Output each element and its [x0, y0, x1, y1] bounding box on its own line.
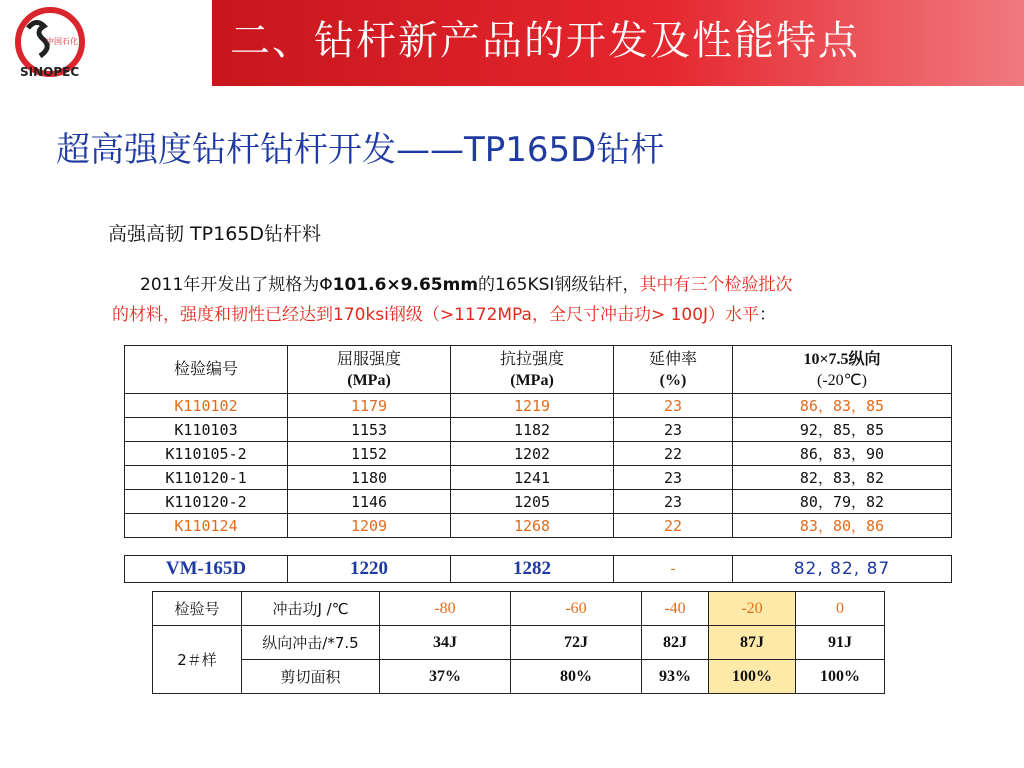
- table-row: [125, 514, 952, 538]
- tensile-test-table: [124, 345, 952, 538]
- impact-value: 34J: [380, 626, 511, 660]
- table-row: [125, 556, 952, 583]
- tensile-cell: 1182: [451, 418, 614, 442]
- temp-cell: -80: [380, 592, 511, 626]
- vm-impact: 82, 82, 87: [733, 556, 952, 583]
- table-row: [125, 466, 952, 490]
- yield-cell: 1152: [288, 442, 451, 466]
- tensile-cell: 1241: [451, 466, 614, 490]
- vm-elongation: -: [614, 556, 733, 583]
- vm-165d-table: [124, 555, 952, 583]
- tensile-cell: 1205: [451, 490, 614, 514]
- description-paragraph: [112, 270, 962, 330]
- vm-id: VM-165D: [125, 556, 288, 583]
- temp-cell: -40: [642, 592, 709, 626]
- impact-cell: 92，85，85: [733, 418, 952, 442]
- yield-cell: 1180: [288, 466, 451, 490]
- sample-id-cell: K110124: [125, 514, 288, 538]
- header-impact: 10×7.5纵向 (-20℃): [733, 346, 952, 394]
- impact-value: 82J: [642, 626, 709, 660]
- svg-text:中国石化: 中国石化: [46, 37, 78, 46]
- impact-value: 91J: [796, 626, 885, 660]
- impact-label: 纵向冲击/*7.5: [242, 626, 380, 660]
- paragraph-line-1: 2011年开发出了规格为Φ101.6×9.65mm的165KSI钢级钻杆，其中有三个检验批次: [140, 275, 793, 295]
- sample-id-cell: K110105-2: [125, 442, 288, 466]
- shear-label: 剪切面积: [242, 660, 380, 694]
- sample-id-cell: K110120-2: [125, 490, 288, 514]
- tensile-cell: 1219: [451, 394, 614, 418]
- header-tensile: 抗拉强度 (MPa): [451, 346, 614, 394]
- table-row: [125, 394, 952, 418]
- elongation-cell: 22: [614, 514, 733, 538]
- table-row: [153, 660, 885, 694]
- temp-cell: 0: [796, 592, 885, 626]
- yield-cell: 1209: [288, 514, 451, 538]
- table-row: [153, 592, 885, 626]
- vm-yield: 1220: [288, 556, 451, 583]
- shear-value: 100%: [796, 660, 885, 694]
- svg-text:SINOPEC: SINOPEC: [20, 65, 80, 79]
- table-header-row: [125, 346, 952, 394]
- impact-cell: 80，79，82: [733, 490, 952, 514]
- sample-label: 2＃样: [153, 626, 242, 694]
- paragraph-line-2: 的材料，强度和韧性已经达到170ksi钢级（>1172MPa，全尺寸冲击功> 100J）水平：: [112, 305, 777, 325]
- shear-value: 37%: [380, 660, 511, 694]
- col-label: 检验号: [153, 592, 242, 626]
- impact-value: 87J: [709, 626, 796, 660]
- vm-tensile: 1282: [451, 556, 614, 583]
- table-row: [125, 418, 952, 442]
- sample-id-cell: K110103: [125, 418, 288, 442]
- impact-cell: 82，83，82: [733, 466, 952, 490]
- table-row: [153, 626, 885, 660]
- row-label: 冲击功J /℃: [242, 592, 380, 626]
- impact-cell: 86，83，85: [733, 394, 952, 418]
- yield-cell: 1153: [288, 418, 451, 442]
- tensile-cell: 1268: [451, 514, 614, 538]
- sinopec-logo-icon: [14, 6, 92, 80]
- elongation-cell: 23: [614, 490, 733, 514]
- temp-cell: -60: [511, 592, 642, 626]
- elongation-cell: 23: [614, 466, 733, 490]
- shear-value: 80%: [511, 660, 642, 694]
- table-row: [125, 442, 952, 466]
- section-label: 高强高韧 TP165D钻杆料: [108, 223, 321, 245]
- sample-id-cell: K110120-1: [125, 466, 288, 490]
- slide-header: [0, 0, 1024, 86]
- yield-cell: 1146: [288, 490, 451, 514]
- header-elongation: 延伸率 (%): [614, 346, 733, 394]
- temp-cell: -20: [709, 592, 796, 626]
- elongation-cell: 23: [614, 394, 733, 418]
- sample-id-cell: K110102: [125, 394, 288, 418]
- shear-value: 100%: [709, 660, 796, 694]
- slide-title: 二、钻杆新产品的开发及性能特点: [230, 18, 860, 64]
- slide-subtitle: 超高强度钻杆钻杆开发——TP165D钻杆: [56, 130, 665, 170]
- header-sample-id: 检验编号: [125, 346, 288, 394]
- impact-cell: 86，83，90: [733, 442, 952, 466]
- tensile-cell: 1202: [451, 442, 614, 466]
- title-band: [212, 0, 1024, 86]
- table-row: [125, 490, 952, 514]
- impact-value: 72J: [511, 626, 642, 660]
- impact-cell: 83，80，86: [733, 514, 952, 538]
- elongation-cell: 22: [614, 442, 733, 466]
- shear-value: 93%: [642, 660, 709, 694]
- impact-test-table: [152, 591, 885, 694]
- elongation-cell: 23: [614, 418, 733, 442]
- header-yield: 屈服强度 (MPa): [288, 346, 451, 394]
- yield-cell: 1179: [288, 394, 451, 418]
